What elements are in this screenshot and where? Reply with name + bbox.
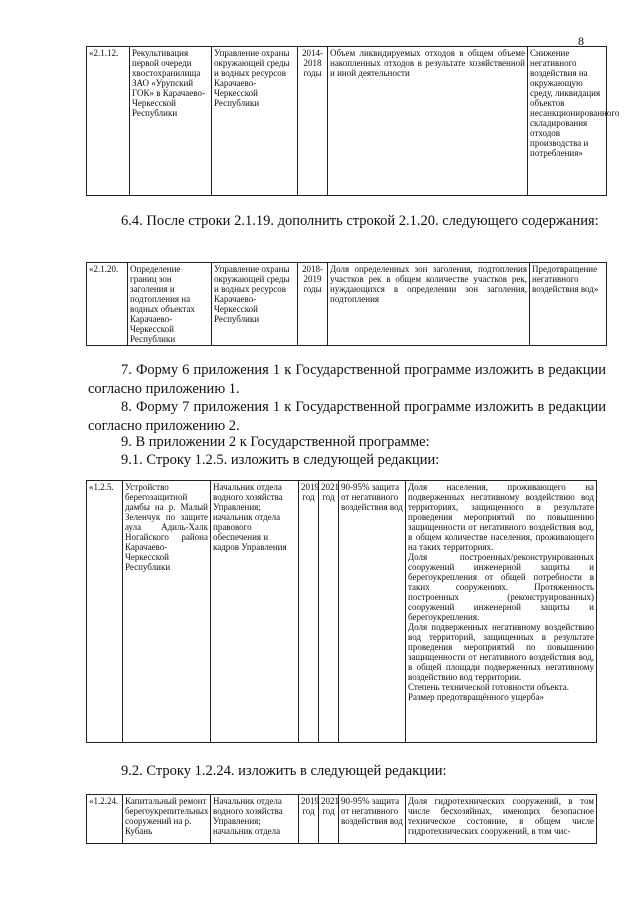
expected-result: Снижение негативного воздействия на окружающую среду, ликвидация объектов несанкционированного складирования отходов производства и потребления» [528, 47, 607, 196]
row-number: «2.1.12. [87, 47, 130, 196]
executor: Управление охраны окружающей среды и водных ресурсов Карачаево-Черкесской Республики [212, 47, 298, 196]
start-year: 2019 год [299, 481, 319, 743]
paragraph-7: 7. Форму 6 приложения 1 к Государственной программе изложить в редакции согласно приложению 1. [88, 362, 606, 397]
end-year: 2021 год [319, 795, 339, 844]
indicator-item: Доля построенных/реконструированных сооружений инженерной защиты и берегоукрепления от общей потребности в таких сооружениях. Протяженность построенных (реконструированных) сооружений инженерной защиты и берегоукрепления. [408, 552, 594, 622]
paragraph-9-1: 9.1. Строку 1.2.5. изложить в следующей редакции: [121, 452, 440, 468]
expected-result: Предотвращение негативного воздействия вод» [530, 263, 607, 346]
executor: Управление охраны окружающей среды и водных ресурсов Карачаево-Черкесской Республики [212, 263, 298, 346]
executor: Начальник отдела водного хозяйства Управления; начальник отдела [211, 795, 299, 844]
measure-name: Устройство берегозащитной дамбы на р. Малый Зеленчук по защите аула Адиль-Халк Ногайского района Карачаево-Черкесской Республики [123, 481, 211, 743]
measure-name: Рекультивация первой очереди хвостохранилища ЗАО «Урупский ГОК» в Карачаево-Черкесской Республики [130, 47, 212, 196]
indicator: Доля гидротехнических сооружений, в том числе бесхозяйных, имеющих безопасное техническое состояние, в общем числе гидротехнических сооружений, в том чис- [406, 795, 597, 844]
row-number: «1.2.5. [87, 481, 123, 743]
measure-name: Капитальный ремонт берегоукрепительных сооружений на р. Кубань [123, 795, 211, 844]
paragraph-9-2: 9.2. Строку 1.2.24. изложить в следующей редакции: [121, 763, 447, 779]
indicator-item: Размер предотвращённого ущерба» [408, 692, 544, 702]
expected-result: 90-95% защита от негативного воздействия вод [339, 795, 406, 844]
paragraph-8: 8. Форму 7 приложения 1 к Государственной программе изложить в редакции согласно приложению 2. [88, 399, 606, 434]
table-row-1-2-24 [86, 794, 597, 844]
table-row-2-1-12 [86, 46, 620, 196]
measure-name: Определение границ зон заголения и подтопления на водных объектах Карачаево-Черкесской Республики [128, 263, 212, 346]
period: 2018-2019 годы [298, 263, 328, 346]
row-number: «1.2.24. [87, 795, 123, 844]
start-year: 2019 год [299, 795, 319, 844]
indicator: Объем ликвидируемых отходов в общем объеме накопленных отходов в результате хозяйственной и иной деятельности [328, 47, 528, 196]
expected-result: 90-95% защита от негативного воздействия вод [339, 481, 406, 743]
paragraph-6-4: 6.4. После строки 2.1.19. дополнить строкой 2.1.20. следующего содержания: [121, 213, 599, 229]
indicator-item: Доля населения, проживающего на подверженных негативному воздействию вод территориях, защищенного в результате проведения мероприятий по повышению защищенности от негативного воздействия вод, в общем количестве населения, проживающего на таких территориях. [408, 482, 594, 552]
indicator-item: Доля подверженных негативному воздействию вод территорий, защищенных в результате проведения мероприятий по повышению защищенности от негативного воздействия вод, в общей площади подверженных негативному воздействию вод территории. [408, 622, 594, 682]
indicator-item: Степень технической готовности объекта. [408, 682, 569, 692]
end-year: 2021 год [319, 481, 339, 743]
period: 2014-2018 годы [298, 47, 328, 196]
row-number: «2.1.20. [87, 263, 128, 346]
indicator: Доля определенных зон заголения, подтопления участков рек в общем количестве участков рек, нуждающихся в определении зон заголения, подтопления [328, 263, 530, 346]
table-row-2-1-20 [86, 262, 607, 346]
table-row-1-2-5 [86, 480, 597, 743]
paragraph-9: 9. В приложении 2 к Государственной программе: [121, 434, 430, 450]
indicators [406, 481, 597, 743]
page-number: 8 [578, 34, 584, 48]
executor: Начальник отдела водного хозяйства Управления; начальник отдела правового обеспечения и кадров Управления [211, 481, 299, 743]
